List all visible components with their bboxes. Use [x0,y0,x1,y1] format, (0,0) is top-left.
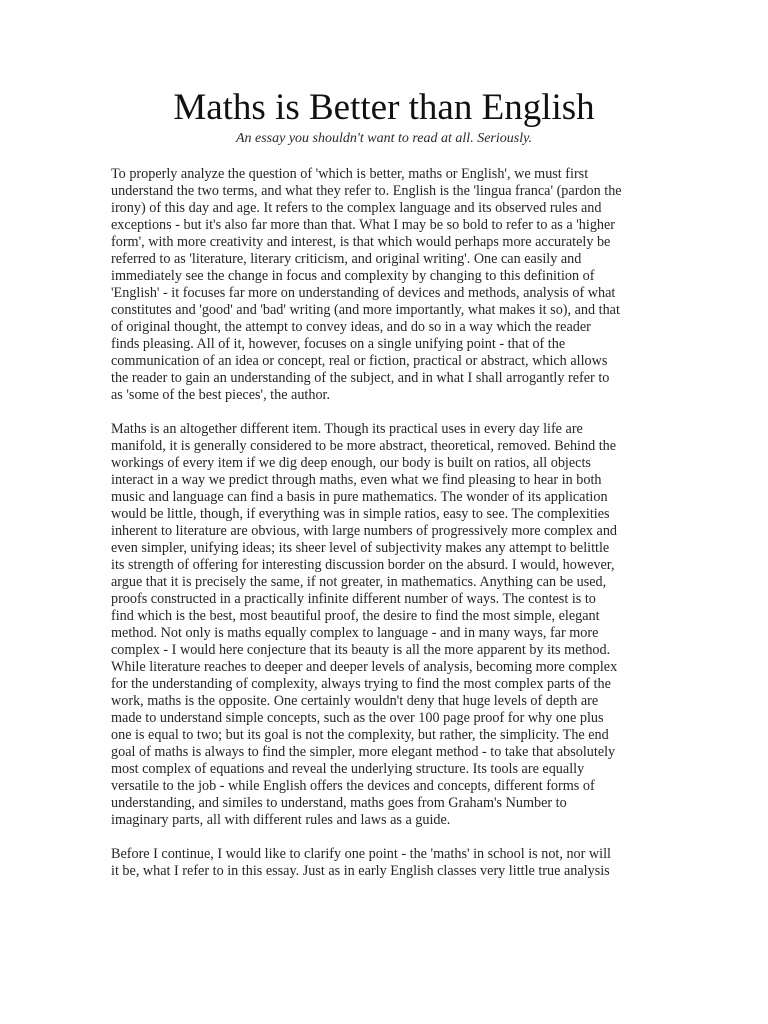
paragraph-1 [111,166,691,404]
text-line: for the understanding of complexity, always trying to find the most complex parts of the [111,676,611,692]
text-line: the reader to gain an understanding of the subject, and in what I shall arrogantly refer to [111,370,610,386]
text-line: To properly analyze the question of 'which is better, maths or English', we must first [111,166,589,182]
text-line: exceptions - but it's also far more than that. What I may be so bold to refer to as a 'higher [111,217,616,233]
text-line: versatile to the job - while English offers the devices and concepts, different forms of [111,778,595,794]
document-body [111,166,691,897]
text-line: While literature reaches to deeper and deeper levels of analysis, becoming more complex [111,659,618,675]
paragraph-2 [111,421,691,829]
text-line: of original thought, the attempt to convey ideas, and do so in a way which the reader [111,319,591,335]
text-line: workings of every item if we dig deep enough, our body is built on ratios, all objects [111,455,591,471]
text-line: would be little, though, if everything was in simple ratios, easy to see. The complexities [111,506,610,522]
text-line: interact in a way we predict through maths, even what we find pleasing to hear in both [111,472,602,488]
text-line: Maths is an altogether different item. Though its practical uses in every day life are [111,421,583,437]
text-line: most complex of equations and reveal the underlying structure. Its tools are equally [111,761,585,777]
text-line: as 'some of the best pieces', the author. [111,387,331,403]
text-line: even simpler, unifying ideas; its sheer level of subjectivity makes any attempt to belittle [111,540,610,556]
text-line: irony) of this day and age. It refers to the complex language and its observed rules and [111,200,602,216]
text-line: made to understand simple concepts, such as the over 100 page proof for why one plus [111,710,604,726]
text-line: work, maths is the opposite. One certainly wouldn't deny that huge levels of depth are [111,693,599,709]
text-line: referred to as 'literature, literary criticism, and original writing'. One can easily and [111,251,582,267]
document-subtitle: An essay you shouldn't want to read at all. Seriously. [235,131,533,146]
text-line: goal of maths is always to find the simpler, more elegant method - to take that absolutely [111,744,616,760]
text-line: understand the two terms, and what they refer to. English is the 'lingua franca' (pardon the [111,183,622,199]
text-line: proofs constructed in a practically infinite different number of ways. The contest is to [111,591,596,607]
text-line: form', with more creativity and interest, is that which would perhaps more accurately be [111,234,611,250]
text-line: finds pleasing. All of it, however, focuses on a single unifying point - that of the [111,336,566,352]
text-line: manifold, it is generally considered to be more abstract, theoretical, removed. Behind the [111,438,617,454]
text-line: find which is the best, most beautiful proof, the desire to find the most simple, elegant [111,608,600,624]
text-line: its strength of offering for interesting discussion border on the absurd. I would, however, [111,557,615,573]
document-title: Maths is Better than English [173,87,595,128]
text-line: argue that it is precisely the same, if not greater, in mathematics. Anything can be used, [111,574,607,590]
text-line: complex - I would here conjecture that its beauty is all the more apparent by its method. [111,642,611,658]
text-line: one is equal to two; but its goal is not the complexity, but rather, the simplicity. The end [111,727,609,743]
text-line: constitutes and 'good' and 'bad' writing (and more importantly, what makes it so), and that [111,302,620,318]
text-line: 'English' - it focuses far more on understanding of devices and methods, analysis of what [111,285,616,301]
text-line: understanding, and similes to understand, maths goes from Graham's Number to [111,795,567,811]
paragraph-3 [111,846,691,880]
text-line: imaginary parts, all with different rules and laws as a guide. [111,812,451,828]
text-line: immediately see the change in focus and complexity by changing to this definition of [111,268,595,284]
text-line: inherent to literature are obvious, with large numbers of progressively more complex and [111,523,618,539]
text-line: method. Not only is maths equally complex to language - and in many ways, far more [111,625,599,641]
text-line: it be, what I refer to in this essay. Just as in early English classes very little true analysis [111,863,610,879]
text-line: Before I continue, I would like to clarify one point - the 'maths' in school is not, nor will [111,846,611,862]
text-line: music and language can find a basis in pure mathematics. The wonder of its application [111,489,608,505]
text-line: communication of an idea or concept, real or fiction, practical or abstract, which allows [111,353,608,369]
